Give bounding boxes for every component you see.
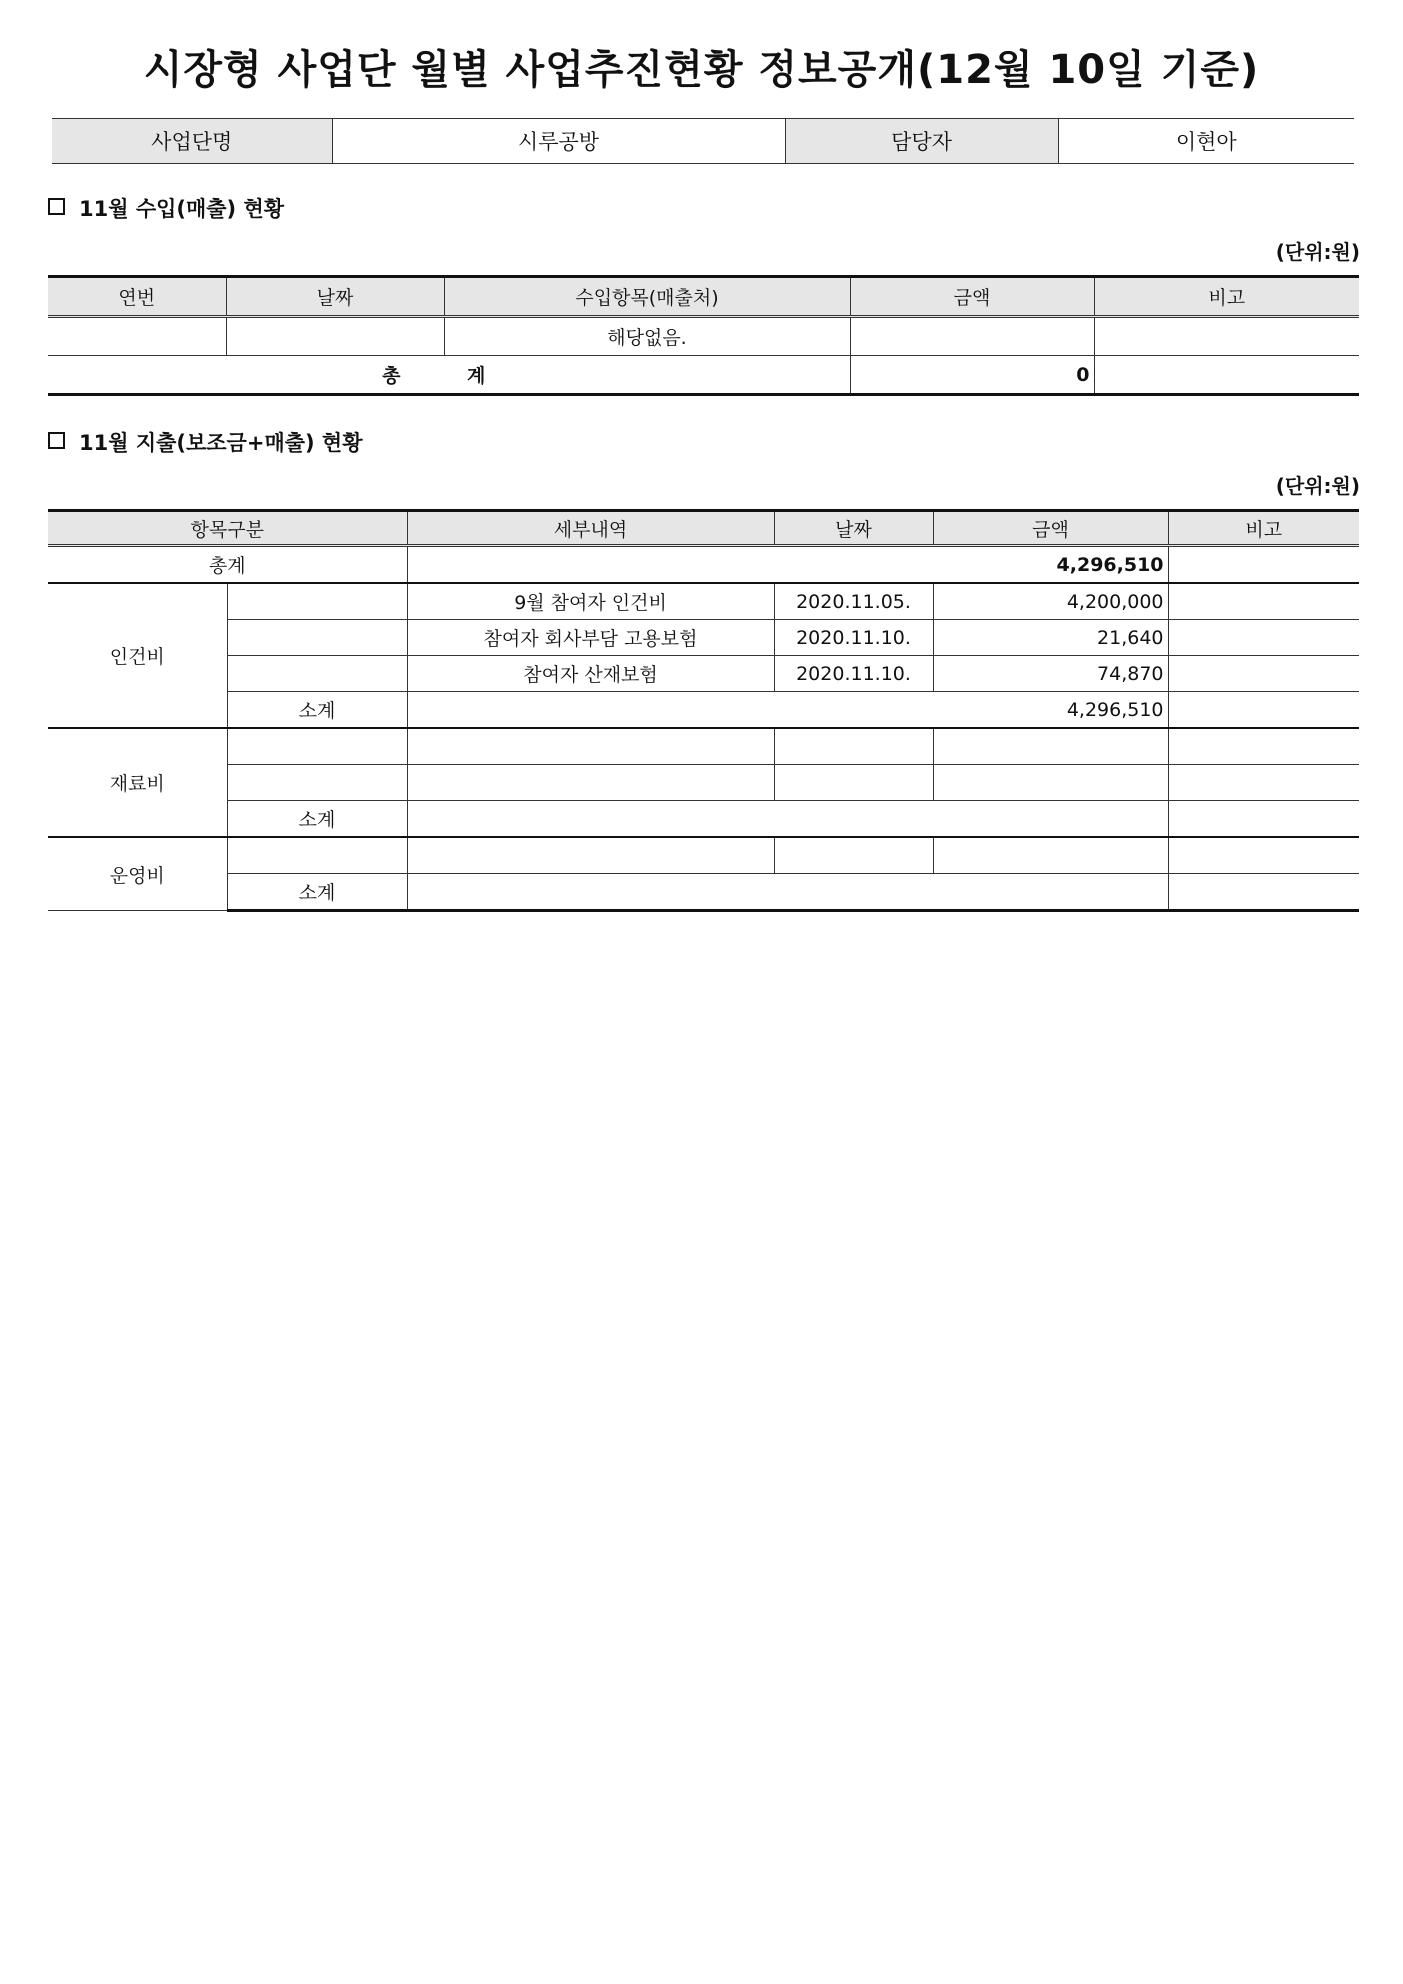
cell-sub [227,728,407,765]
page-title: 시장형 사업단 월별 사업추진현황 정보공개(12월 10일 기준) [143,47,1260,93]
group-label-labor: 인건비 [48,583,227,728]
col-header-note: 비고 [1168,511,1359,546]
expense-heading [48,427,363,457]
cell-detail: 참여자 산재보험 [407,656,774,692]
cell-date [226,317,444,356]
cell-amount [933,728,1168,765]
grand-total-label: 총계 [48,546,407,584]
table-row [48,765,1359,801]
col-header-detail: 세부내역 [407,511,774,546]
income-total-row [48,356,1359,395]
income-total-label: 총 계 [48,356,850,395]
cell-amount: 4,200,000 [933,583,1168,620]
subtotal-label: 소계 [227,692,407,729]
col-header-date: 날짜 [774,511,933,546]
table-row [48,656,1359,692]
cell-note [1168,692,1359,729]
info-table [52,118,1354,164]
income-heading-text: 11월 수입(매출) 현황 [79,197,285,221]
table-row [48,837,1359,874]
cell-date [774,728,933,765]
cell-note [1168,728,1359,765]
manager-label: 담당자 [785,119,1058,164]
subtotal-label: 소계 [227,874,407,911]
subtotal-label: 소계 [227,801,407,838]
income-total-note [1094,356,1359,395]
income-header-row [48,277,1359,317]
col-header-note: 비고 [1094,277,1359,317]
cell-note [1168,656,1359,692]
table-row [48,317,1359,356]
cell-sub [227,620,407,656]
cell-note [1168,801,1359,838]
cell-sub [227,656,407,692]
expense-unit: (단위:원) [1275,474,1360,498]
cell-date [774,765,933,801]
col-header-date: 날짜 [226,277,444,317]
income-total-amount: 0 [850,356,1094,395]
business-name-label: 사업단명 [52,119,332,164]
cell-amount [933,765,1168,801]
col-header-no: 연번 [48,277,226,317]
expense-header-row [48,511,1359,546]
manager-value: 이현아 [1058,119,1354,164]
cell-date: 2020.11.10. [774,656,933,692]
cell-date: 2020.11.10. [774,620,933,656]
col-header-category: 항목구분 [48,511,407,546]
cell-note [1094,317,1359,356]
subtotal-amount [407,801,1168,838]
grand-total-note [1168,546,1359,584]
income-unit: (단위:원) [1275,240,1360,264]
subtotal-row [48,874,1359,911]
subtotal-amount [407,874,1168,911]
cell-amount [933,837,1168,874]
cell-sub [227,837,407,874]
subtotal-row [48,692,1359,729]
cell-item: 해당없음. [444,317,850,356]
subtotal-amount: 4,296,510 [407,692,1168,729]
col-header-item: 수입항목(매출처) [444,277,850,317]
col-header-amount: 금액 [933,511,1168,546]
group-label-operations: 운영비 [48,837,227,911]
table-row [48,583,1359,620]
table-row [48,620,1359,656]
income-heading [48,193,284,223]
cell-no [48,317,226,356]
table-row [48,728,1359,765]
cell-date: 2020.11.05. [774,583,933,620]
business-name-value: 시루공방 [332,119,785,164]
expense-table [48,509,1359,912]
cell-detail [407,837,774,874]
cell-note [1168,583,1359,620]
grand-total-amount: 4,296,510 [407,546,1168,584]
cell-note [1168,765,1359,801]
income-table [48,275,1359,396]
cell-detail [407,728,774,765]
grand-total-row [48,546,1359,584]
cell-amount: 74,870 [933,656,1168,692]
checkbox-square-icon [48,432,65,449]
cell-amount [850,317,1094,356]
group-label-materials: 재료비 [48,728,227,837]
col-header-amount: 금액 [850,277,1094,317]
cell-sub [227,765,407,801]
checkbox-square-icon [48,198,65,215]
cell-sub [227,583,407,620]
cell-note [1168,874,1359,911]
cell-detail: 9월 참여자 인건비 [407,583,774,620]
cell-detail: 참여자 회사부담 고용보험 [407,620,774,656]
cell-amount: 21,640 [933,620,1168,656]
subtotal-row [48,801,1359,838]
cell-note [1168,620,1359,656]
cell-date [774,837,933,874]
expense-heading-text: 11월 지출(보조금+매출) 현황 [79,431,363,455]
cell-detail [407,765,774,801]
cell-note [1168,837,1359,874]
